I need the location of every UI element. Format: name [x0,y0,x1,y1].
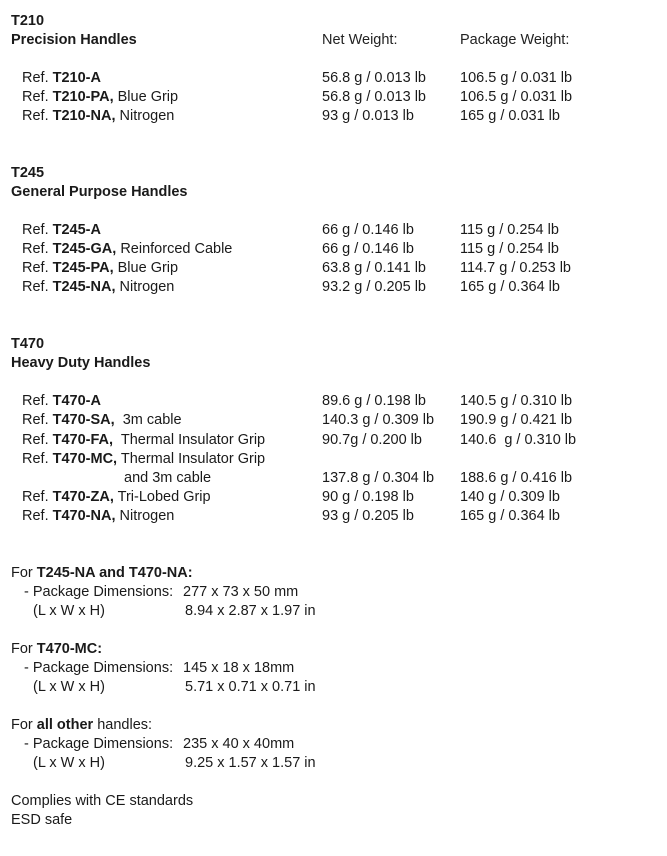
ref-label: Ref. [22,89,53,105]
package-dimensions-in: 5.71 x 0.71 x 0.71 in [185,679,316,695]
note-subject: all other [36,717,94,733]
package-weight: 140.6 g / 0.310 lb [460,432,577,448]
ref-label: Ref. [22,412,53,428]
model-description: Tri-Lobed Grip [113,489,211,505]
table-row [22,488,211,507]
model-number: T470-ZA, [52,489,114,505]
package-note-heading [11,640,102,659]
package-weight: 165 g / 0.364 lb [460,508,560,524]
ref-label: Ref. [22,432,53,448]
note-suffix: handles: [93,717,153,733]
model-number: T470-A [52,393,101,409]
ref-label: Ref. [22,279,53,295]
dimensions-order-label: (L x W x H) [33,755,105,771]
model-number: T210-A [52,70,101,86]
ref-label: Ref. [22,70,53,86]
table-row [22,411,182,430]
net-weight: 66 g / 0.146 lb [322,222,414,238]
package-weight: 140 g / 0.309 lb [460,489,560,505]
package-weight: 114.7 g / 0.253 lb [460,260,571,276]
package-dimensions-label: - Package Dimensions: [24,584,174,600]
ref-label: Ref. [22,222,53,238]
model-number: T470-MC, [52,451,118,467]
table-row [22,392,101,411]
note-prefix: For [11,641,37,657]
net-weight: 137.8 g / 0.304 lb [322,470,435,486]
net-weight: 140.3 g / 0.309 lb [322,412,435,428]
model-description: Thermal Insulator Grip [117,451,266,467]
net-weight: 90 g / 0.198 lb [322,489,414,505]
model-description: Reinforced Cable [116,241,233,257]
table-row [22,107,174,126]
section-title: General Purpose Handles [11,184,188,200]
dimensions-order-label: (L x W x H) [33,603,105,619]
package-dimensions-label: - Package Dimensions: [24,736,174,752]
package-dimensions-label: - Package Dimensions: [24,660,174,676]
package-weight: 115 g / 0.254 lb [460,222,559,238]
model-number: T470-NA, [52,508,116,524]
model-description: Blue Grip [113,260,179,276]
table-row [22,450,265,469]
section-title: Heavy Duty Handles [11,355,151,371]
ref-label: Ref. [22,508,53,524]
package-note-heading [11,564,193,583]
model-number: T210-PA, [52,89,114,105]
ref-label: Ref. [22,108,53,124]
ref-label: Ref. [22,489,53,505]
package-weight: 165 g / 0.031 lb [460,108,560,124]
table-row [22,259,178,278]
table-row [22,221,101,240]
package-dimensions-mm: 277 x 73 x 50 mm [183,584,299,600]
esd-note: ESD safe [11,812,73,828]
net-weight-header: Net Weight: [322,32,398,48]
net-weight: 89.6 g / 0.198 lb [322,393,426,409]
package-weight: 165 g / 0.364 lb [460,279,560,295]
model-description: Nitrogen [115,508,175,524]
ref-label: Ref. [22,260,53,276]
note-prefix: For [11,565,37,581]
note-subject: T245-NA and T470-NA: [36,565,193,581]
package-weight-header: Package Weight: [460,32,570,48]
model-number: T470-SA, [52,412,115,428]
ref-label: Ref. [22,451,53,467]
table-row [22,69,101,88]
table-row [22,240,232,259]
table-row [22,278,174,297]
model-description: 3m cable [114,412,182,428]
net-weight: 66 g / 0.146 lb [322,241,414,257]
section-title: Precision Handles [11,32,137,48]
section-code: T210 [11,13,45,29]
net-weight: 93 g / 0.013 lb [322,108,414,124]
ref-label: Ref. [22,241,53,257]
package-dimensions-mm: 145 x 18 x 18mm [183,660,295,676]
model-description: Blue Grip [113,89,179,105]
package-dimensions-in: 8.94 x 2.87 x 1.97 in [185,603,316,619]
ref-label: Ref. [22,393,53,409]
model-number: T245-NA, [52,279,116,295]
table-row [22,88,178,107]
model-description: Thermal Insulator Grip [113,432,266,448]
net-weight: 93 g / 0.205 lb [322,508,414,524]
model-description: Nitrogen [115,108,175,124]
model-number: T245-A [52,222,101,238]
package-dimensions-in: 9.25 x 1.57 x 1.57 in [185,755,316,771]
net-weight: 63.8 g / 0.141 lb [322,260,426,276]
model-number: T210-NA, [52,108,116,124]
net-weight: 93.2 g / 0.205 lb [322,279,426,295]
net-weight: 56.8 g / 0.013 lb [322,89,426,105]
section-code: T470 [11,336,45,352]
model-number: T245-PA, [52,260,114,276]
package-weight: 140.5 g / 0.310 lb [460,393,573,409]
package-dimensions-mm: 235 x 40 x 40mm [183,736,295,752]
net-weight: 56.8 g / 0.013 lb [322,70,426,86]
note-subject: T470-MC: [36,641,103,657]
model-number: T470-FA, [52,432,114,448]
table-row [22,431,265,450]
net-weight: 90.7g / 0.200 lb [322,432,422,448]
package-note-heading [11,716,152,735]
compliance-note: Complies with CE standards [11,793,194,809]
package-weight: 106.5 g / 0.031 lb [460,89,573,105]
package-weight: 190.9 g / 0.421 lb [460,412,573,428]
dimensions-order-label: (L x W x H) [33,679,105,695]
package-weight: 115 g / 0.254 lb [460,241,559,257]
package-weight: 188.6 g / 0.416 lb [460,470,573,486]
model-description: Nitrogen [115,279,175,295]
table-row [22,507,174,526]
note-prefix: For [11,717,37,733]
section-code: T245 [11,165,45,181]
model-description-continued: and 3m cable [124,470,212,486]
model-number: T245-GA, [52,241,117,257]
package-weight: 106.5 g / 0.031 lb [460,70,573,86]
